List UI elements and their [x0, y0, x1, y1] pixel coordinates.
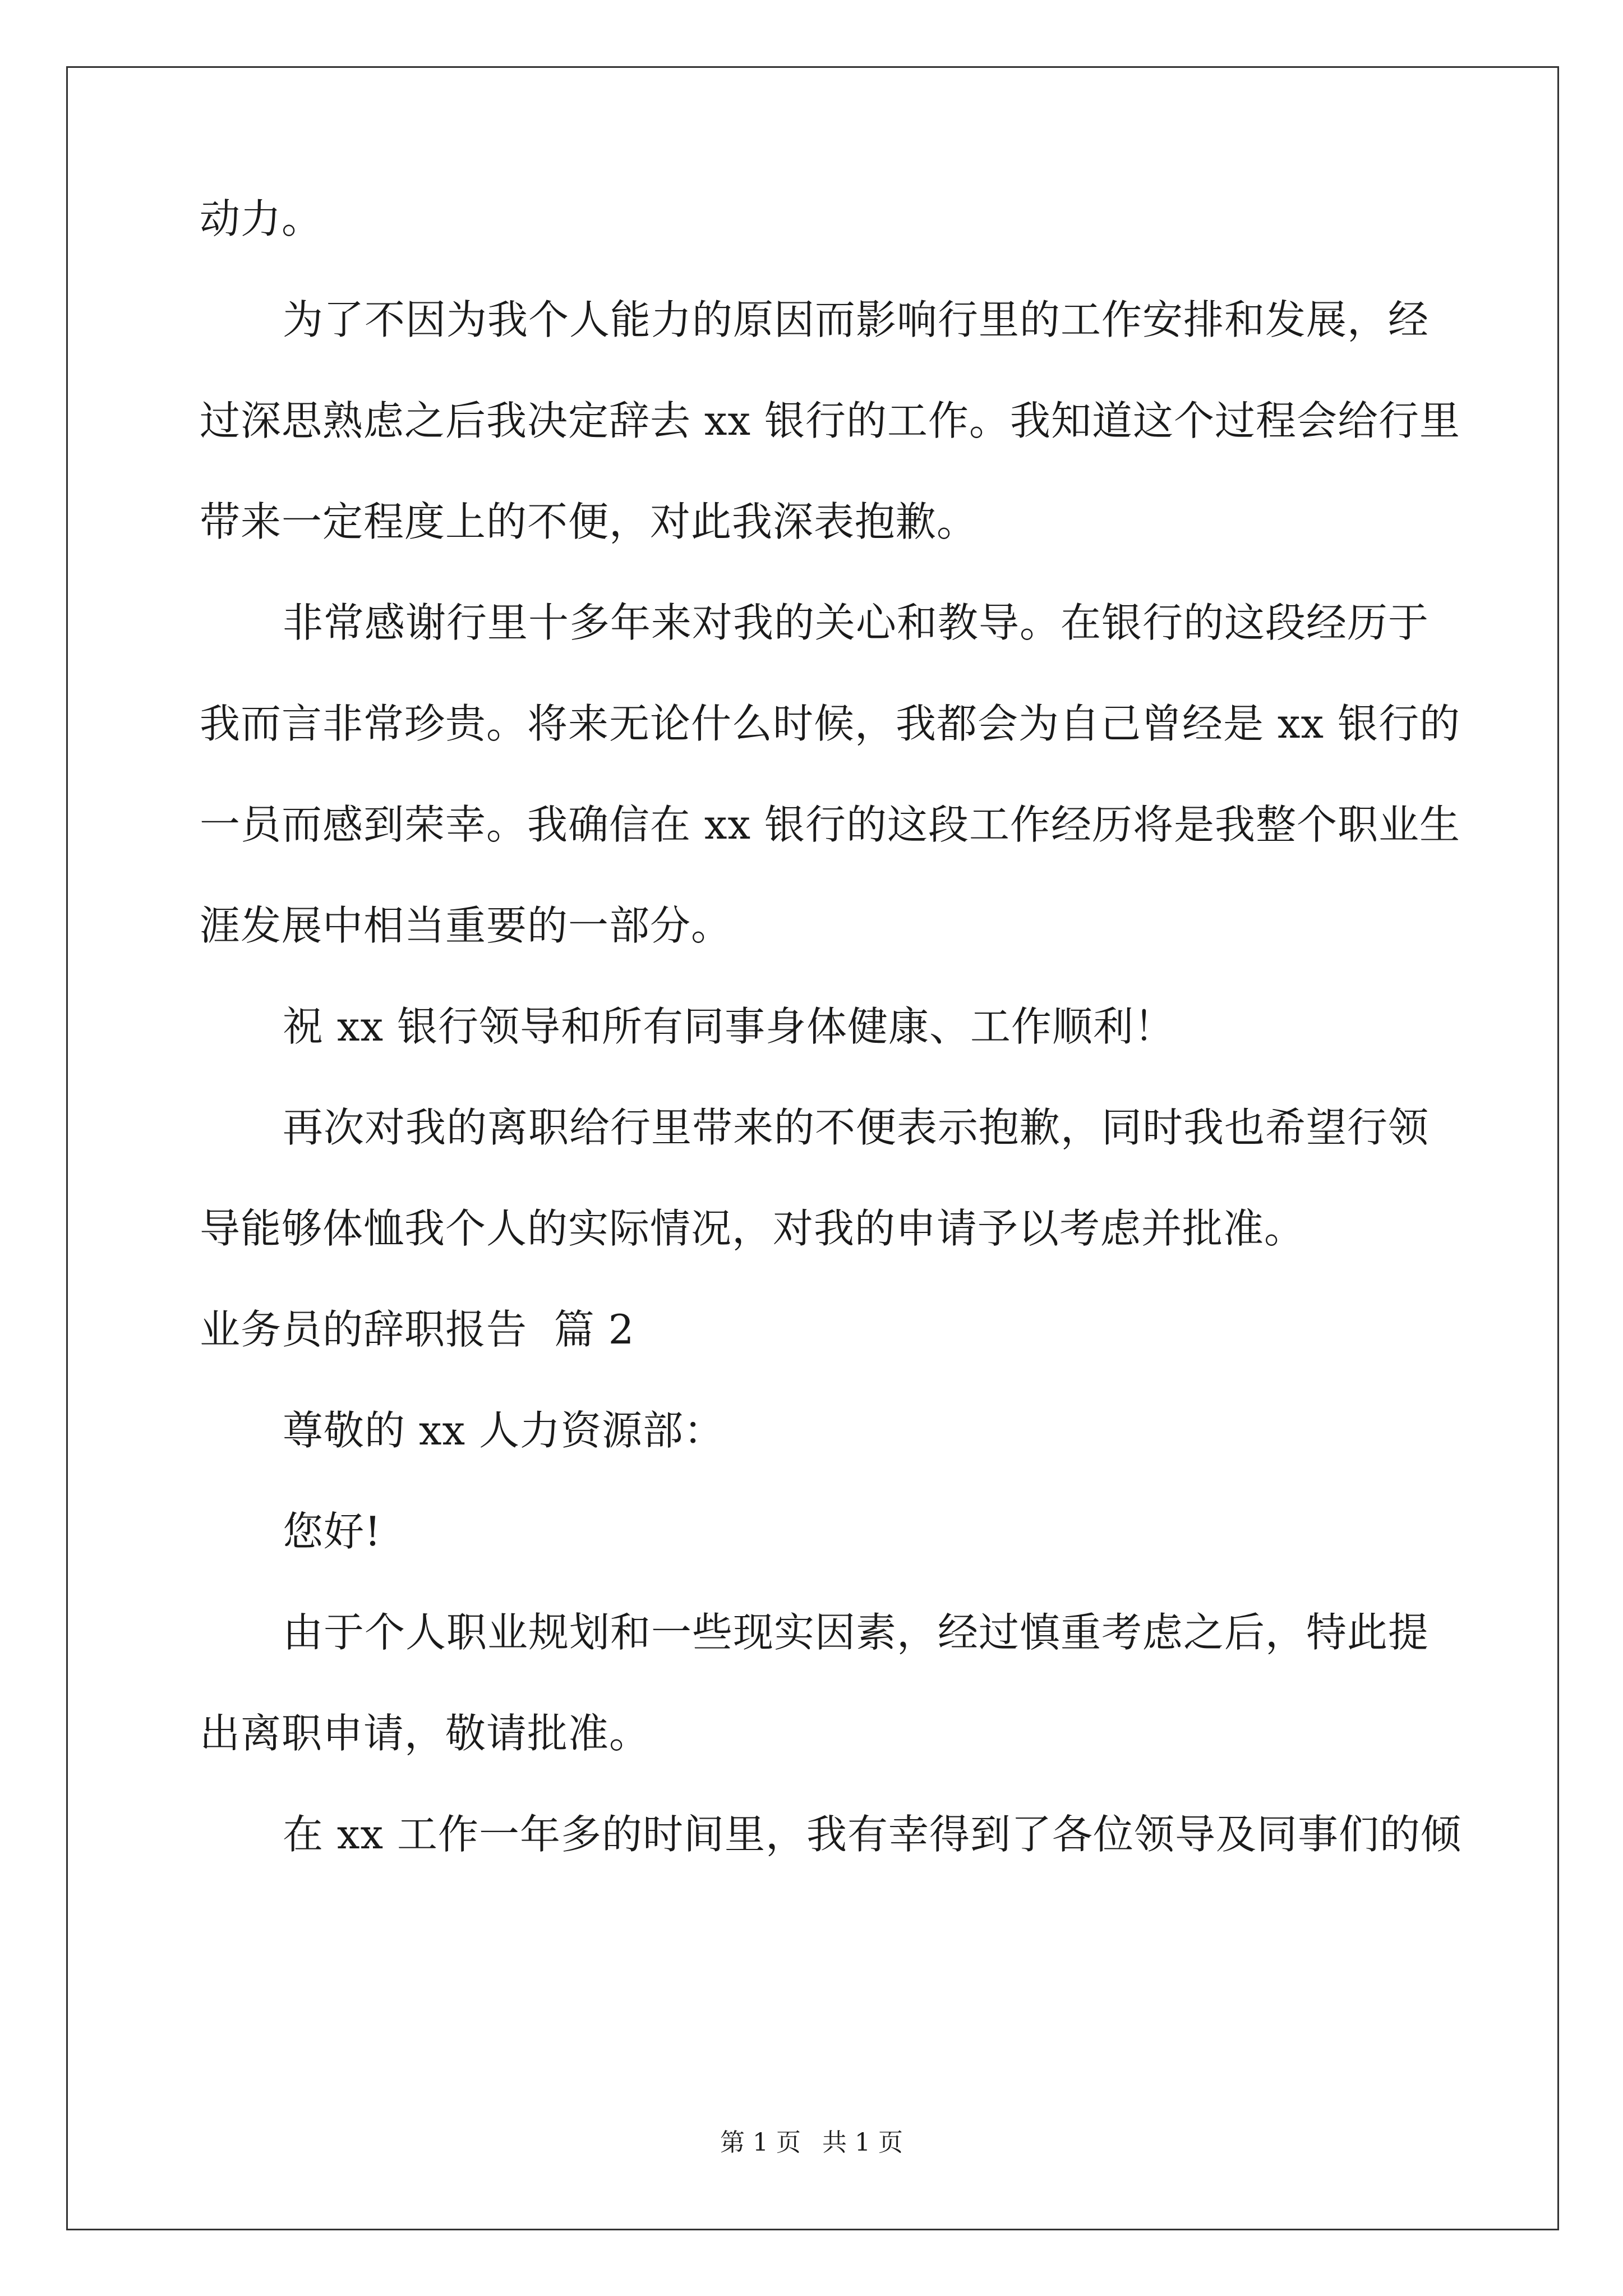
page-footer [0, 2126, 1623, 2160]
text-line: 由于个人职业规划和一些现实因素，经过慎重考虑之后，特此提 [283, 1609, 1430, 1656]
text-line: 我而言非常珍贵。将来无论什么时候，我都会为自己曾经是 xx 银行的 [200, 700, 1460, 747]
salutation: 尊敬的 xx 人力资源部： [283, 1407, 725, 1454]
text-line: 在 xx 工作一年多的时间里，我有幸得到了各位领导及同事们的倾 [283, 1811, 1461, 1858]
text-line: 祝 xx 银行领导和所有同事身体健康、工作顺利！ [283, 1003, 1175, 1050]
text-line: 出离职申请，敬请批准。 [200, 1710, 651, 1757]
text-line: 一员而感到荣幸。我确信在 xx 银行的这段工作经历将是我整个职业生 [200, 801, 1460, 848]
text-line: 带来一定程度上的不便，对此我深表抱歉。 [200, 498, 978, 545]
page-number: 第 1 页 [720, 2128, 801, 2157]
section-heading: 业务员的辞职报告 篇 2 [200, 1306, 635, 1353]
text-line: 动力。 [200, 195, 323, 242]
text-line: 导能够体恤我个人的实际情况，对我的申请予以考虑并批准。 [200, 1205, 1306, 1252]
text-line: 涯发展中相当重要的一部分。 [200, 902, 732, 949]
text-line: 为了不因为我个人能力的原因而影响行里的工作安排和发展，经 [283, 296, 1430, 343]
greeting: 您好! [283, 1508, 381, 1555]
page-count: 共 1 页 [822, 2128, 903, 2157]
text-line: 过深思熟虑之后我决定辞去 xx 银行的工作。我知道这个过程会给行里 [200, 397, 1460, 444]
text-line: 非常感谢行里十多年来对我的关心和教导。在银行的这段经历于 [283, 599, 1430, 646]
text-line: 再次对我的离职给行里带来的不便表示抱歉，同时我也希望行领 [283, 1104, 1430, 1151]
